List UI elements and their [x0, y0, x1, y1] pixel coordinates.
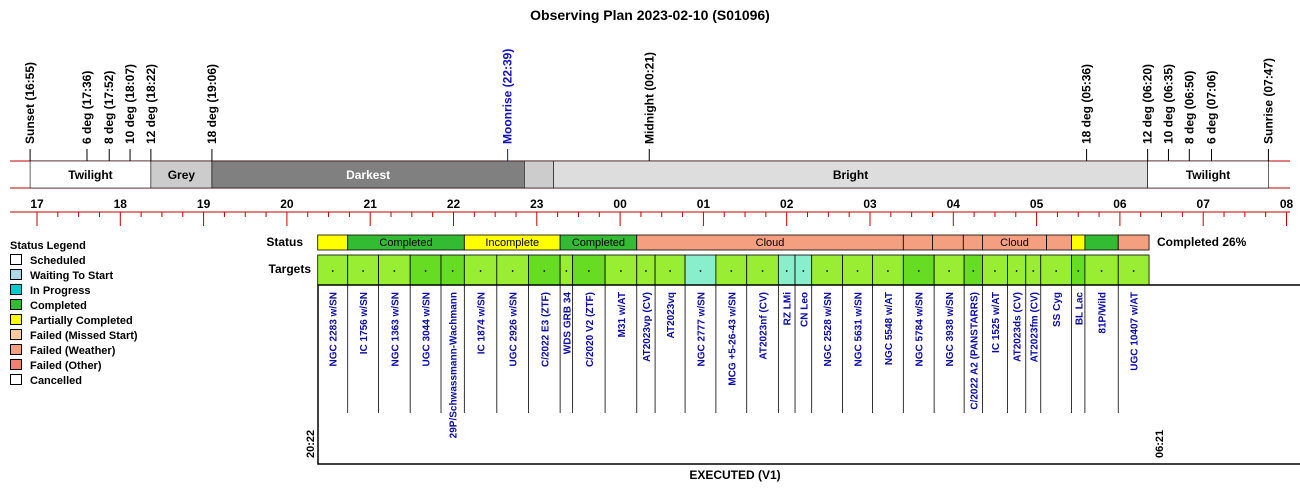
target-name-12: AT2023vq: [666, 292, 678, 339]
target-marker-3: [425, 270, 427, 272]
status-segment-label-3: Completed: [571, 237, 626, 249]
hour-label-1: 18: [113, 197, 127, 211]
target-marker-27: [1055, 270, 1057, 272]
band-label-5: Twilight: [1185, 168, 1231, 182]
hour-label-0: 17: [30, 197, 44, 211]
target-block-15[interactable]: [747, 255, 779, 285]
hour-label-4: 21: [363, 197, 377, 211]
target-block-2[interactable]: [379, 255, 411, 285]
target-block-21[interactable]: [903, 255, 934, 285]
sky-condition-bands: [30, 161, 1268, 188]
target-block-0[interactable]: [318, 255, 348, 285]
target-name-10: M31 w/AT: [616, 292, 628, 338]
target-marker-25: [1016, 270, 1018, 272]
target-block-16[interactable]: [778, 255, 795, 285]
target-name-19: NGC 5631 w/SN: [853, 292, 865, 367]
target-marker-14: [730, 270, 732, 272]
status-segment-label-2: Incomplete: [485, 237, 540, 249]
target-marker-19: [857, 270, 859, 272]
legend-swatch-5: [10, 329, 22, 340]
hour-label-8: 01: [696, 197, 711, 211]
event-label-5: 18 deg (19:06): [204, 63, 219, 144]
target-marker-10: [620, 270, 622, 272]
target-block-18[interactable]: [812, 255, 843, 285]
target-marker-17: [802, 270, 804, 272]
legend-item-8: [10, 374, 138, 389]
legend-label-1: Waiting To Start: [30, 270, 114, 282]
completed-summary: Completed 26%: [1157, 235, 1247, 249]
target-marker-1: [362, 270, 364, 272]
target-marker-11: [645, 270, 647, 272]
target-marker-8: [565, 270, 567, 272]
target-name-2: NGC 1363 w/SN: [390, 292, 402, 367]
target-name-11: AT2023vp (CV): [641, 292, 653, 362]
legend-swatch-3: [10, 299, 22, 310]
target-marker-13: [700, 270, 702, 272]
hour-label-15: 08: [1279, 197, 1294, 211]
target-block-26[interactable]: [1026, 255, 1041, 285]
band-label-2: Darkest: [346, 168, 391, 182]
target-name-7: C/2022 E3 (ZTF): [540, 292, 552, 368]
status-segment-label-4: Cloud: [755, 237, 785, 249]
legend-item-0: [10, 254, 138, 269]
legend-label-3: Completed: [30, 300, 87, 312]
target-marker-4: [452, 270, 454, 272]
hour-label-5: 22: [446, 197, 461, 211]
target-names: [329, 285, 1141, 438]
target-name-29: 81P/Wild: [1097, 292, 1109, 334]
legend-swatch-6: [10, 344, 22, 355]
target-block-17[interactable]: [795, 255, 812, 285]
target-block-29[interactable]: [1085, 255, 1118, 285]
status-segment-label-1: Completed: [379, 237, 433, 249]
target-name-0: NGC 2283 w/SN: [328, 292, 340, 367]
target-name-27: SS Cyg: [1052, 292, 1064, 328]
target-block-20[interactable]: [872, 255, 903, 285]
status-segment-6: [932, 235, 963, 250]
target-name-25: AT2023ds (CV): [1012, 291, 1024, 362]
target-marker-20: [887, 270, 889, 272]
execution-footer: EXECUTED (V1): [689, 468, 781, 482]
legend-item-7: [10, 359, 138, 374]
status-segment-11: [1085, 235, 1118, 250]
target-name-6: UGC 2926 w/SN: [508, 292, 520, 367]
legend-item-5: [10, 329, 138, 344]
target-marker-21: [918, 270, 920, 272]
status-legend-items: [10, 254, 138, 389]
target-name-17: CN Leo: [799, 292, 811, 327]
target-name-20: NGC 5548 w/AT: [883, 292, 895, 366]
target-name-4: 29P/Schwassmann-Wachmann: [448, 292, 460, 439]
plan-end-time: 06:21: [1154, 429, 1166, 458]
target-name-28: BL Lac: [1074, 292, 1086, 326]
target-name-9: C/2020 V2 (ZTF): [584, 292, 596, 368]
band-3: [524, 161, 553, 188]
legend-label-6: Failed (Weather): [30, 345, 116, 357]
legend-item-6: [10, 344, 138, 359]
target-block-4[interactable]: [441, 255, 464, 285]
legend-swatch-0: [10, 254, 22, 265]
target-marker-30: [1133, 270, 1135, 272]
target-name-16: RZ LMi: [782, 292, 794, 326]
target-name-26: AT2023fm (CV): [1029, 292, 1041, 363]
target-name-13: NGC 2777 w/SN: [696, 292, 708, 367]
target-marker-26: [1032, 270, 1034, 272]
hour-label-14: 07: [1196, 197, 1210, 211]
legend-label-2: In Progress: [30, 285, 91, 297]
target-marker-2: [393, 270, 395, 272]
target-marker-24: [994, 270, 996, 272]
legend-swatch-8: [10, 374, 22, 385]
hour-label-3: 20: [280, 197, 294, 211]
target-block-28[interactable]: [1072, 255, 1085, 285]
status-segment-9: [1047, 235, 1072, 250]
status-row-label: Status: [266, 235, 303, 249]
event-label-7: Midnight (00:21): [642, 52, 657, 144]
hour-label-11: 04: [946, 197, 960, 211]
event-label-0: Sunset (16:55): [23, 61, 38, 144]
target-block-11[interactable]: [637, 255, 655, 285]
status-row: [318, 235, 1149, 250]
target-marker-22: [948, 270, 950, 272]
target-name-24: IC 1525 w/AT: [990, 291, 1002, 353]
target-block-23[interactable]: [964, 255, 982, 285]
target-marker-9: [588, 270, 590, 272]
status-segment-7: [963, 235, 982, 250]
target-marker-0: [332, 270, 334, 272]
target-block-13[interactable]: [685, 255, 716, 285]
band-label-4: Bright: [832, 168, 869, 182]
hour-label-2: 19: [196, 197, 211, 211]
target-block-8[interactable]: [560, 255, 572, 285]
target-name-14: MCG +5-26-43 w/SN: [727, 292, 739, 386]
hour-label-9: 02: [780, 197, 794, 211]
status-legend: [10, 238, 138, 389]
target-marker-16: [786, 270, 788, 272]
event-label-13: Sunrise (07:47): [1261, 57, 1276, 144]
legend-item-2: [10, 284, 138, 299]
event-label-12: 6 deg (07:06): [1204, 70, 1219, 144]
event-label-4: 12 deg (18:22): [143, 63, 158, 144]
target-marker-7: [543, 270, 545, 272]
event-label-1: 6 deg (17:36): [79, 70, 94, 144]
status-segment-5: [903, 235, 932, 250]
hour-label-6: 23: [530, 197, 544, 211]
target-name-3: UGC 3044 w/SN: [421, 292, 433, 367]
target-block-9[interactable]: [573, 255, 605, 285]
target-name-21: NGC 5784 w/SN: [914, 292, 926, 367]
target-name-23: C/2022 A2 (PANSTARRS): [969, 292, 981, 410]
target-block-27[interactable]: [1041, 255, 1072, 285]
target-marker-5: [480, 270, 482, 272]
target-block-19[interactable]: [843, 255, 873, 285]
target-name-15: AT2023nf (CV): [758, 292, 770, 360]
hour-label-7: 00: [613, 197, 627, 211]
legend-swatch-7: [10, 359, 22, 370]
target-block-30[interactable]: [1118, 255, 1149, 285]
event-markers: [23, 49, 1275, 161]
target-marker-29: [1101, 270, 1103, 272]
target-marker-18: [826, 270, 828, 272]
target-block-22[interactable]: [934, 255, 964, 285]
target-block-3[interactable]: [410, 255, 441, 285]
target-name-22: NGC 3938 w/SN: [945, 292, 957, 367]
event-label-11: 8 deg (06:50): [1182, 70, 1197, 144]
target-name-30: UGC 10407 w/AT: [1129, 292, 1141, 371]
status-segment-10: [1072, 235, 1085, 250]
target-block-12[interactable]: [655, 255, 685, 285]
legend-label-8: Cancelled: [30, 375, 82, 387]
plan-start-time: 20:22: [305, 429, 317, 458]
target-name-5: IC 1874 w/SN: [476, 292, 488, 355]
event-label-10: 10 deg (06:35): [1161, 63, 1176, 144]
event-label-3: 10 deg (18:07): [123, 63, 138, 144]
legend-label-7: Failed (Other): [30, 360, 102, 372]
legend-swatch-4: [10, 314, 22, 325]
target-name-8: WDS GRB 34: [562, 292, 574, 355]
target-block-5[interactable]: [464, 255, 496, 285]
event-label-8: 18 deg (05:36): [1079, 63, 1094, 144]
target-marker-28: [1077, 270, 1079, 272]
event-label-2: 8 deg (17:52): [102, 70, 117, 144]
legend-label-4: Partially Completed: [30, 315, 133, 327]
target-name-18: NGC 2528 w/SN: [823, 292, 835, 367]
target-marker-23: [972, 270, 974, 272]
target-block-10[interactable]: [605, 255, 637, 285]
target-block-14[interactable]: [716, 255, 747, 285]
band-label-1: Grey: [167, 168, 196, 182]
legend-item-4: [10, 314, 138, 329]
target-block-6[interactable]: [497, 255, 529, 285]
legend-item-1: [10, 269, 138, 284]
hour-label-10: 03: [863, 197, 877, 211]
targets-row: [318, 255, 1149, 285]
target-block-24[interactable]: [982, 255, 1007, 285]
hour-label-12: 05: [1029, 197, 1044, 211]
status-legend-title: Status Legend: [10, 240, 86, 252]
target-marker-15: [762, 270, 764, 272]
target-block-7[interactable]: [528, 255, 560, 285]
targets-row-label: Targets: [268, 262, 311, 276]
plan-title: Observing Plan 2023-02-10 (S01096): [530, 7, 770, 23]
legend-item-3: [10, 299, 138, 314]
status-segment-label-8: Cloud: [1000, 237, 1029, 249]
legend-label-5: Failed (Missed Start): [30, 330, 138, 342]
target-block-25[interactable]: [1007, 255, 1025, 285]
legend-swatch-1: [10, 269, 22, 280]
legend-swatch-2: [10, 284, 22, 295]
legend-label-0: Scheduled: [30, 255, 86, 267]
status-segment-12: [1118, 235, 1149, 250]
target-block-1[interactable]: [348, 255, 379, 285]
target-marker-6: [512, 270, 514, 272]
event-label-9: 12 deg (06:20): [1140, 63, 1155, 144]
status-segment-0: [318, 235, 348, 250]
hour-label-13: 06: [1113, 197, 1127, 211]
band-label-0: Twilight: [68, 168, 113, 182]
target-name-1: IC 1756 w/SN: [359, 292, 371, 355]
event-label-6: Moonrise (22:39): [500, 48, 515, 144]
target-marker-12: [669, 270, 671, 272]
